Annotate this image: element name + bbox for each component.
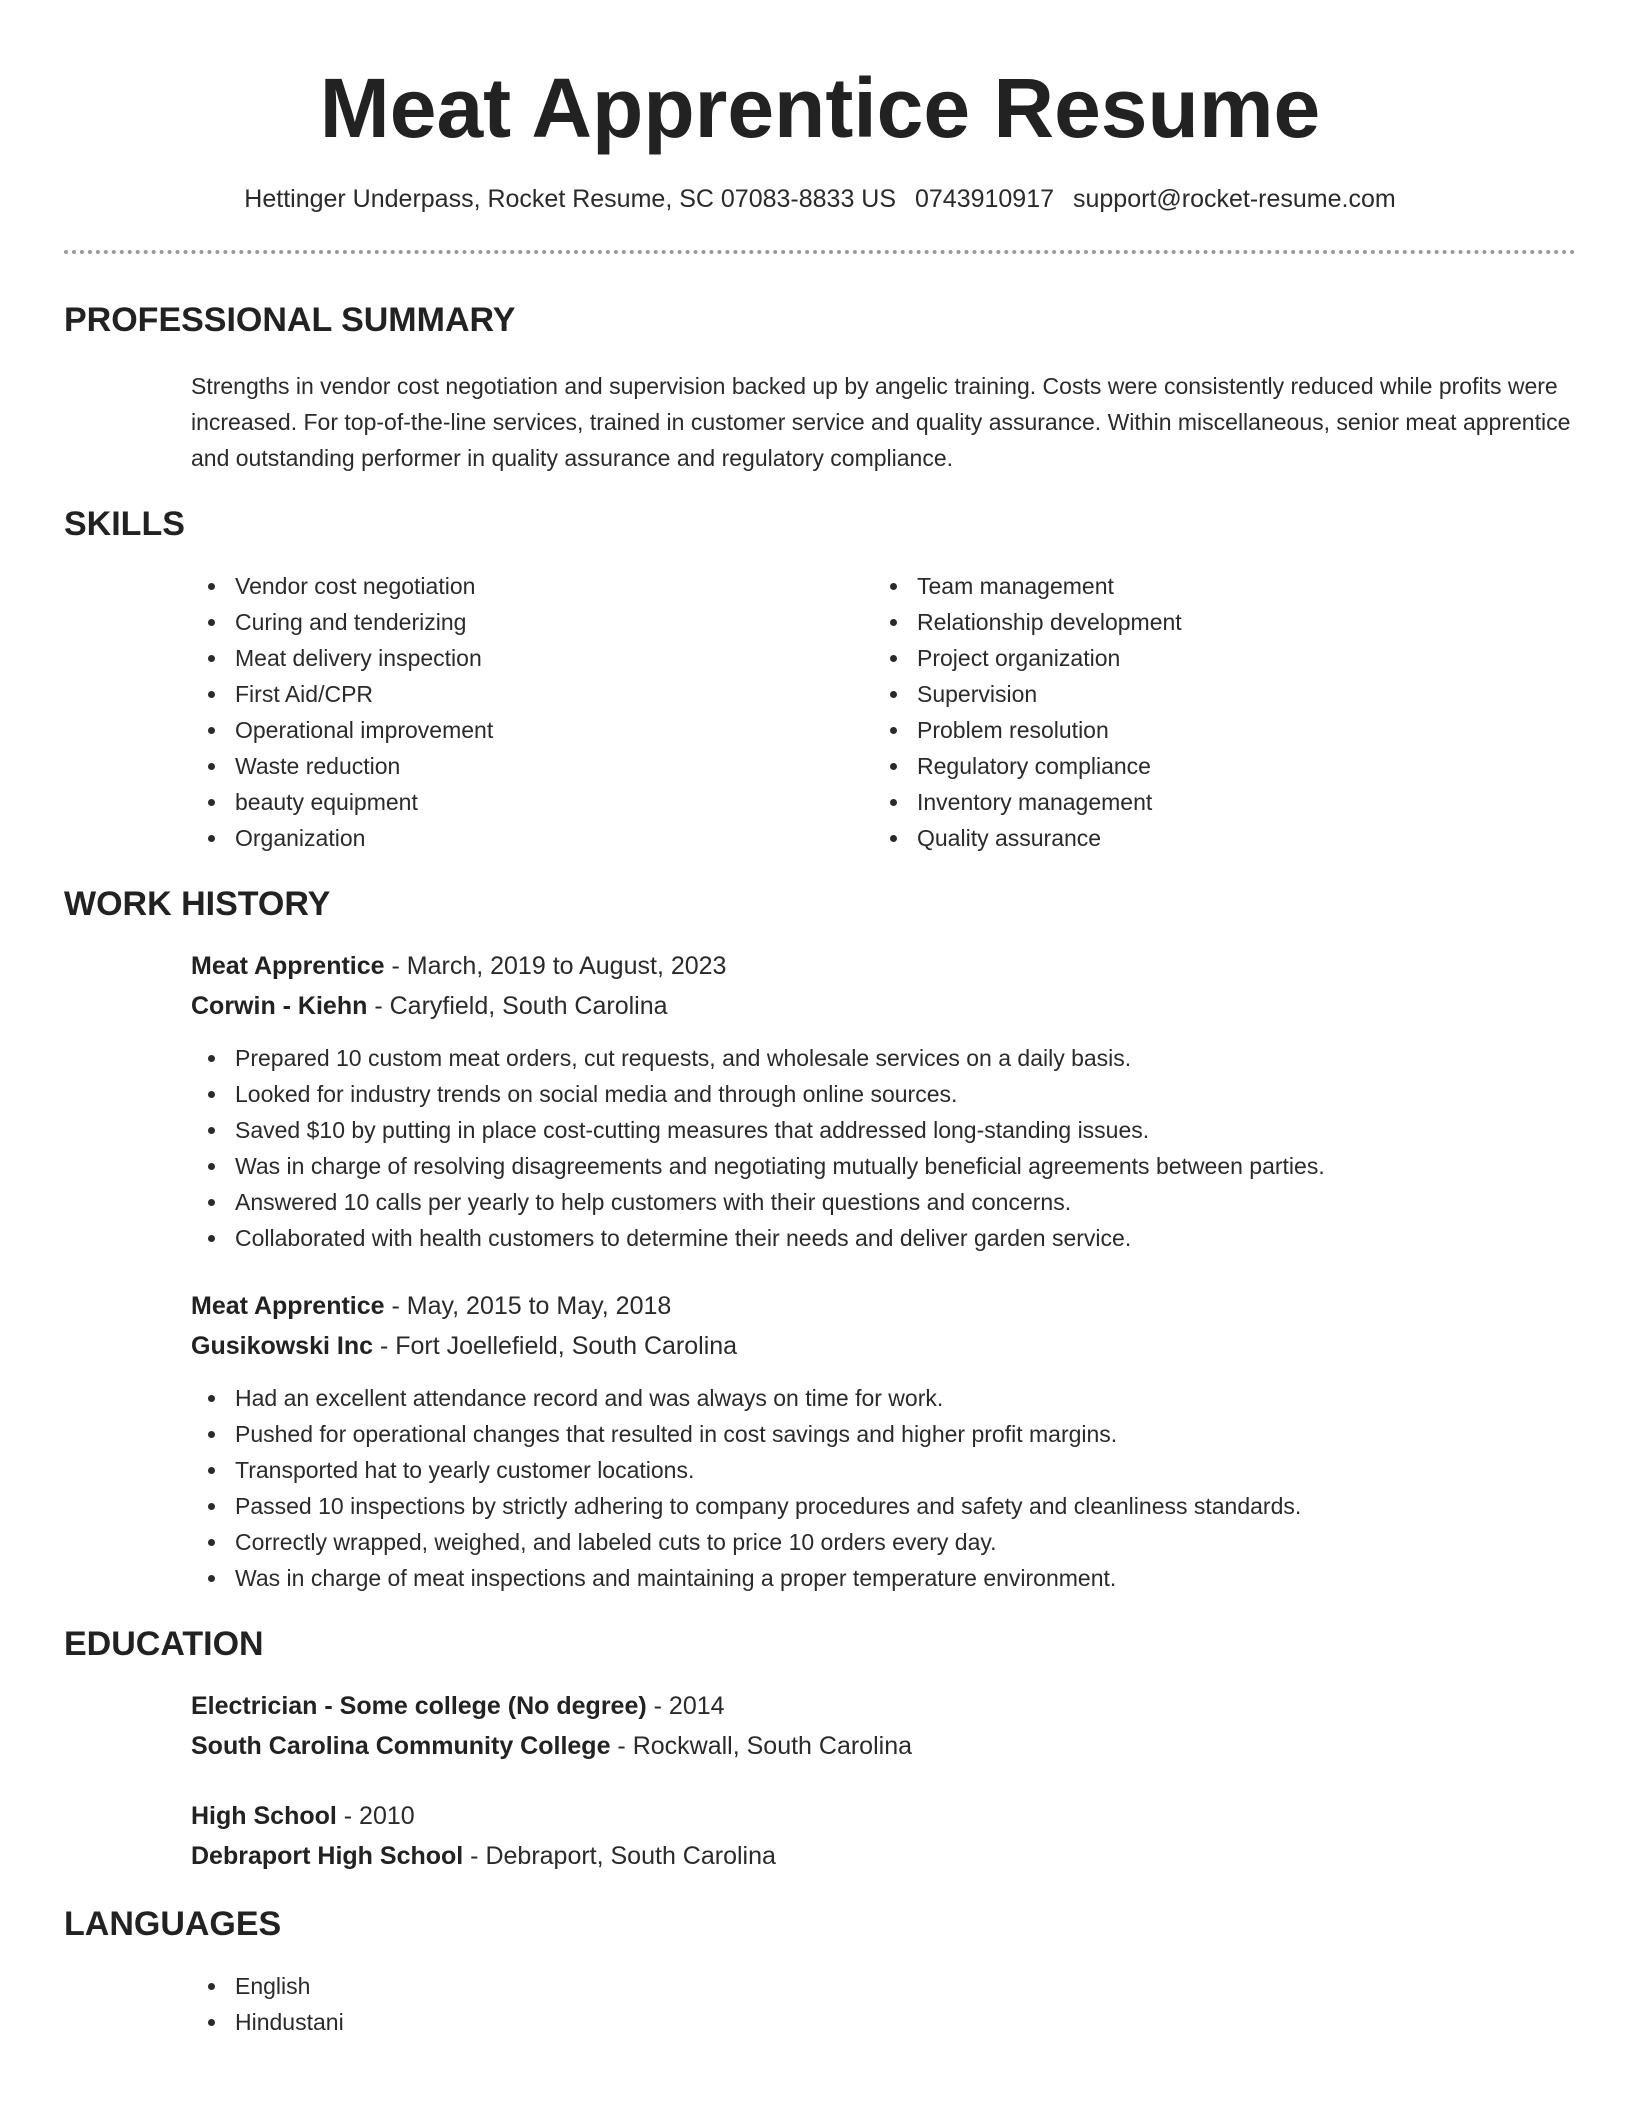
job-title: Meat Apprentice [191, 1292, 385, 1320]
contact-address: Hettinger Underpass, Rocket Resume, SC 07083-8833 US [244, 185, 897, 213]
job-title-line [191, 1286, 1576, 1326]
skill-item: Meat delivery inspection [191, 640, 873, 676]
languages-heading: LANGUAGES [64, 1905, 282, 1943]
skills-column-left [191, 568, 873, 856]
skill-item: Organization [191, 820, 873, 856]
skill-item: beauty equipment [191, 784, 873, 820]
job-entry [191, 946, 1576, 1256]
page-title: Meat Apprentice Resume [319, 61, 1321, 155]
job-bullet: Answered 10 calls per yearly to help customers with their questions and concerns. [191, 1184, 1576, 1220]
header-divider [64, 250, 1576, 254]
languages-list [191, 1968, 1576, 2040]
job-title-line [191, 946, 1576, 986]
education-school-line [191, 1836, 1576, 1876]
work-history-heading: WORK HISTORY [64, 885, 331, 923]
skill-item: Regulatory compliance [873, 748, 1555, 784]
skill-item: Quality assurance [873, 820, 1555, 856]
job-dates: - March, 2019 to August, 2023 [384, 952, 727, 980]
skill-item: Project organization [873, 640, 1555, 676]
job-company: Gusikowski Inc [191, 1332, 374, 1360]
job-bullet: Was in charge of resolving disagreements and negotiating mutually beneficial agreements between parties. [191, 1148, 1576, 1184]
job-bullet: Looked for industry trends on social media and through online sources. [191, 1076, 1576, 1112]
education-degree-line [191, 1686, 1576, 1726]
skill-item: Inventory management [873, 784, 1555, 820]
contact-line [64, 184, 1576, 214]
resume-page [64, 0, 1576, 2040]
job-title: Meat Apprentice [191, 952, 385, 980]
job-bullet: Was in charge of meat inspections and maintaining a proper temperature environment. [191, 1560, 1576, 1596]
skill-item: Vendor cost negotiation [191, 568, 873, 604]
skill-item: Waste reduction [191, 748, 873, 784]
summary-heading: PROFESSIONAL SUMMARY [64, 301, 516, 339]
job-bullet: Transported hat to yearly customer locations. [191, 1452, 1576, 1488]
education-degree-line [191, 1796, 1576, 1836]
education-degree: High School [191, 1802, 337, 1830]
language-item: Hindustani [191, 2004, 1576, 2040]
skills-heading: SKILLS [64, 505, 185, 543]
education-location: - Debraport, South Carolina [463, 1842, 776, 1870]
education-school: South Carolina Community College [191, 1732, 611, 1760]
job-location: - Caryfield, South Carolina [367, 992, 668, 1020]
education-entry [191, 1796, 1576, 1876]
job-bullets [191, 1380, 1576, 1596]
skill-item: Team management [873, 568, 1555, 604]
job-bullet: Saved $10 by putting in place cost-cutting measures that addressed long-standing issues. [191, 1112, 1576, 1148]
education-school: Debraport High School [191, 1842, 464, 1870]
skill-item: Supervision [873, 676, 1555, 712]
skill-item: First Aid/CPR [191, 676, 873, 712]
job-location: - Fort Joellefield, South Carolina [373, 1332, 738, 1360]
job-company: Corwin - Kiehn [191, 992, 368, 1020]
skill-item: Curing and tenderizing [191, 604, 873, 640]
skill-item: Operational improvement [191, 712, 873, 748]
job-bullets [191, 1040, 1576, 1256]
education-year: - 2010 [336, 1802, 415, 1830]
summary-text: Strengths in vendor cost negotiation and supervision backed up by angelic training. Costs were consistently reduced while profits were increased. For top-of-the-line services, trained in customer service and quality assurance. Within miscellaneous, senior meat apprentice and outstanding performer in quality assurance and regulatory compliance. [191, 373, 1571, 471]
education-heading: EDUCATION [64, 1625, 264, 1663]
education-degree: Electrician - Some college (No degree) [191, 1692, 647, 1720]
job-bullet: Collaborated with health customers to determine their needs and deliver garden service. [191, 1220, 1576, 1256]
contact-phone: 0743910917 [914, 185, 1055, 213]
education-year: - 2014 [646, 1692, 725, 1720]
contact-email: support@rocket-resume.com [1072, 185, 1396, 213]
job-company-line [191, 1326, 1576, 1366]
education-entry [191, 1686, 1576, 1766]
job-bullet: Had an excellent attendance record and was always on time for work. [191, 1380, 1576, 1416]
skills-grid [191, 568, 1576, 856]
job-bullet: Passed 10 inspections by strictly adhering to company procedures and safety and cleanliness standards. [191, 1488, 1576, 1524]
job-entry [191, 1286, 1576, 1596]
job-bullet: Pushed for operational changes that resulted in cost savings and higher profit margins. [191, 1416, 1576, 1452]
job-dates: - May, 2015 to May, 2018 [384, 1292, 672, 1320]
education-location: - Rockwall, South Carolina [610, 1732, 912, 1760]
job-bullet: Prepared 10 custom meat orders, cut requests, and wholesale services on a daily basis. [191, 1040, 1576, 1076]
language-item: English [191, 1968, 1576, 2004]
skill-item: Problem resolution [873, 712, 1555, 748]
education-school-line [191, 1726, 1576, 1766]
job-bullet: Correctly wrapped, weighed, and labeled cuts to price 10 orders every day. [191, 1524, 1576, 1560]
skills-column-right [873, 568, 1555, 856]
skill-item: Relationship development [873, 604, 1555, 640]
job-company-line [191, 986, 1576, 1026]
